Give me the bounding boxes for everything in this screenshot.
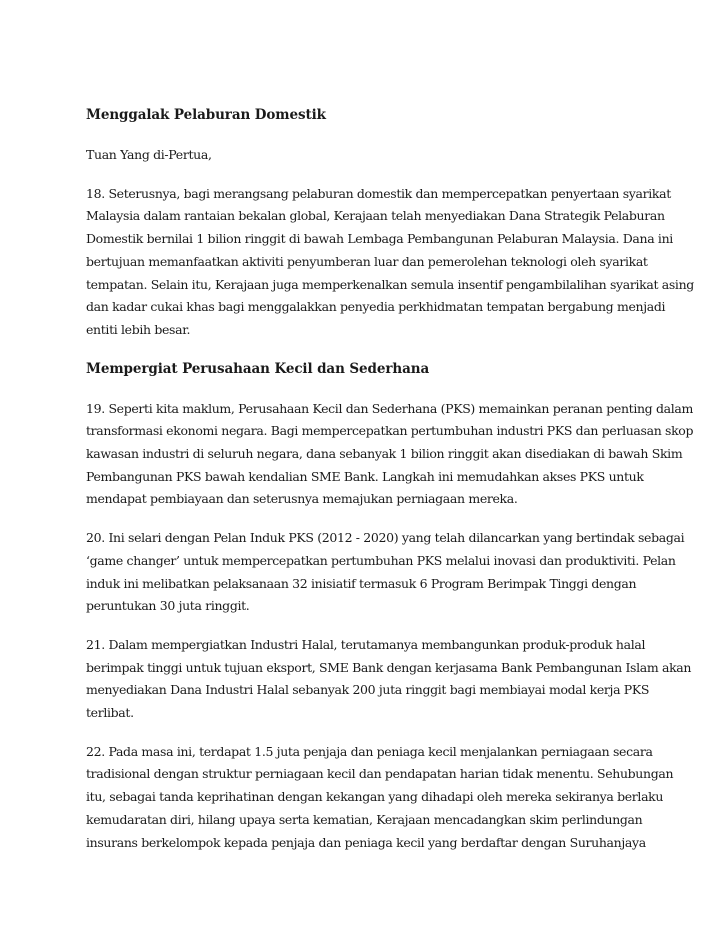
- section-heading-sme: Mempergiat Perusahaan Kecil dan Sederhana: [86, 360, 430, 377]
- paragraph-line: insurans berkelompok kepada penjaja dan peniaga kecil yang berdaftar dengan Suruhanjaya: [86, 834, 646, 850]
- paragraph-line: tradisional dengan struktur perniagaan kecil dan pendapatan harian tidak menentu. Sehubungan: [86, 766, 674, 782]
- paragraph-line: Pembangunan PKS bawah kendalian SME Bank. Langkah ini memudahkan akses PKS untuk: [86, 468, 644, 484]
- paragraph-21: [86, 634, 692, 725]
- paragraph-line: entiti lebih besar.: [86, 321, 191, 337]
- salutation-text: Tuan Yang di-Pertua,: [86, 147, 212, 162]
- salutation: [86, 144, 656, 167]
- section-heading-domestic-investment: Menggalak Pelaburan Domestik: [86, 107, 326, 123]
- paragraph-line: terlibat.: [86, 705, 134, 721]
- paragraph-22: [86, 741, 674, 855]
- paragraph-line: induk ini melibatkan pelaksanaan 32 inisiatif termasuk 6 Program Berimpak Tinggi dengan: [86, 575, 637, 591]
- paragraph-line: kawasan industri di seluruh negara, dana sebanyak 1 bilion ringgit akan disediakan di bawah Skim: [86, 446, 683, 462]
- paragraph-line: menyediakan Dana Industri Halal sebanyak 200 juta ringgit bagi membiayai modal kerja PKS: [86, 682, 650, 698]
- paragraph-line: transformasi ekonomi negara. Bagi mempercepatkan pertumbuhan industri PKS dan perluasan skop: [86, 423, 694, 439]
- paragraph-line: 18. Seterusnya, bagi merangsang pelaburan domestik dan mempercepatkan penyertaan syarikat: [86, 185, 671, 201]
- paragraph-line: bertujuan memanfaatkan aktiviti penyumberan luar dan pemerolehan teknologi oleh syarikat: [86, 253, 648, 269]
- paragraph-19: [86, 398, 694, 512]
- paragraph-line: mendapat pembiayaan dan seterusnya memajukan perniagaan mereka.: [86, 491, 518, 507]
- paragraph-line: 22. Pada masa ini, terdapat 1.5 juta penjaja dan peniaga kecil menjalankan perniagaan secara: [86, 743, 653, 759]
- paragraph-line: Domestik bernilai 1 bilion ringgit di bawah Lembaga Pembangunan Pelaburan Malaysia. Dana ini: [86, 231, 673, 247]
- paragraph-line: Malaysia dalam rantaian bekalan global, Kerajaan telah menyediakan Dana Strategik Pelaburan: [86, 208, 665, 224]
- paragraph-line: itu, sebagai tanda keprihatinan dengan kekangan yang dihadapi oleh mereka sekiranya berlaku: [86, 789, 664, 805]
- paragraph-line: dan kadar cukai khas bagi menggalakkan penyedia perkhidmatan tempatan bergabung menjadi: [86, 299, 666, 315]
- paragraph-line: tempatan. Selain itu, Kerajaan juga memperkenalkan semula insentif pengambilalihan syarikat asing: [86, 276, 694, 292]
- paragraph-line: berimpak tinggi untuk tujuan eksport, SME Bank dengan kerjasama Bank Pembangunan Islam akan: [86, 659, 692, 675]
- paragraph-line: 21. Dalam mempergiatkan Industri Halal, terutamanya membangunkan produk-produk halal: [86, 636, 646, 652]
- paragraph-20: [86, 527, 685, 618]
- paragraph-line: 20. Ini selari dengan Pelan Induk PKS (2012 - 2020) yang telah dilancarkan yang bertindak sebagai: [86, 530, 685, 546]
- paragraph-line: kemudaratan diri, hilang upaya serta kematian, Kerajaan mencadangkan skim perlindungan: [86, 811, 643, 827]
- paragraph-line: ‘game changer’ untuk mempercepatkan pertumbuhan PKS melalui inovasi dan produktiviti. Pelan: [86, 552, 676, 568]
- paragraph-line: peruntukan 30 juta ringgit.: [86, 598, 250, 614]
- document-body: [86, 104, 694, 870]
- paragraph-18: [86, 183, 694, 342]
- paragraph-line: 19. Seperti kita maklum, Perusahaan Kecil dan Sederhana (PKS) memainkan peranan penting dalam: [86, 400, 693, 416]
